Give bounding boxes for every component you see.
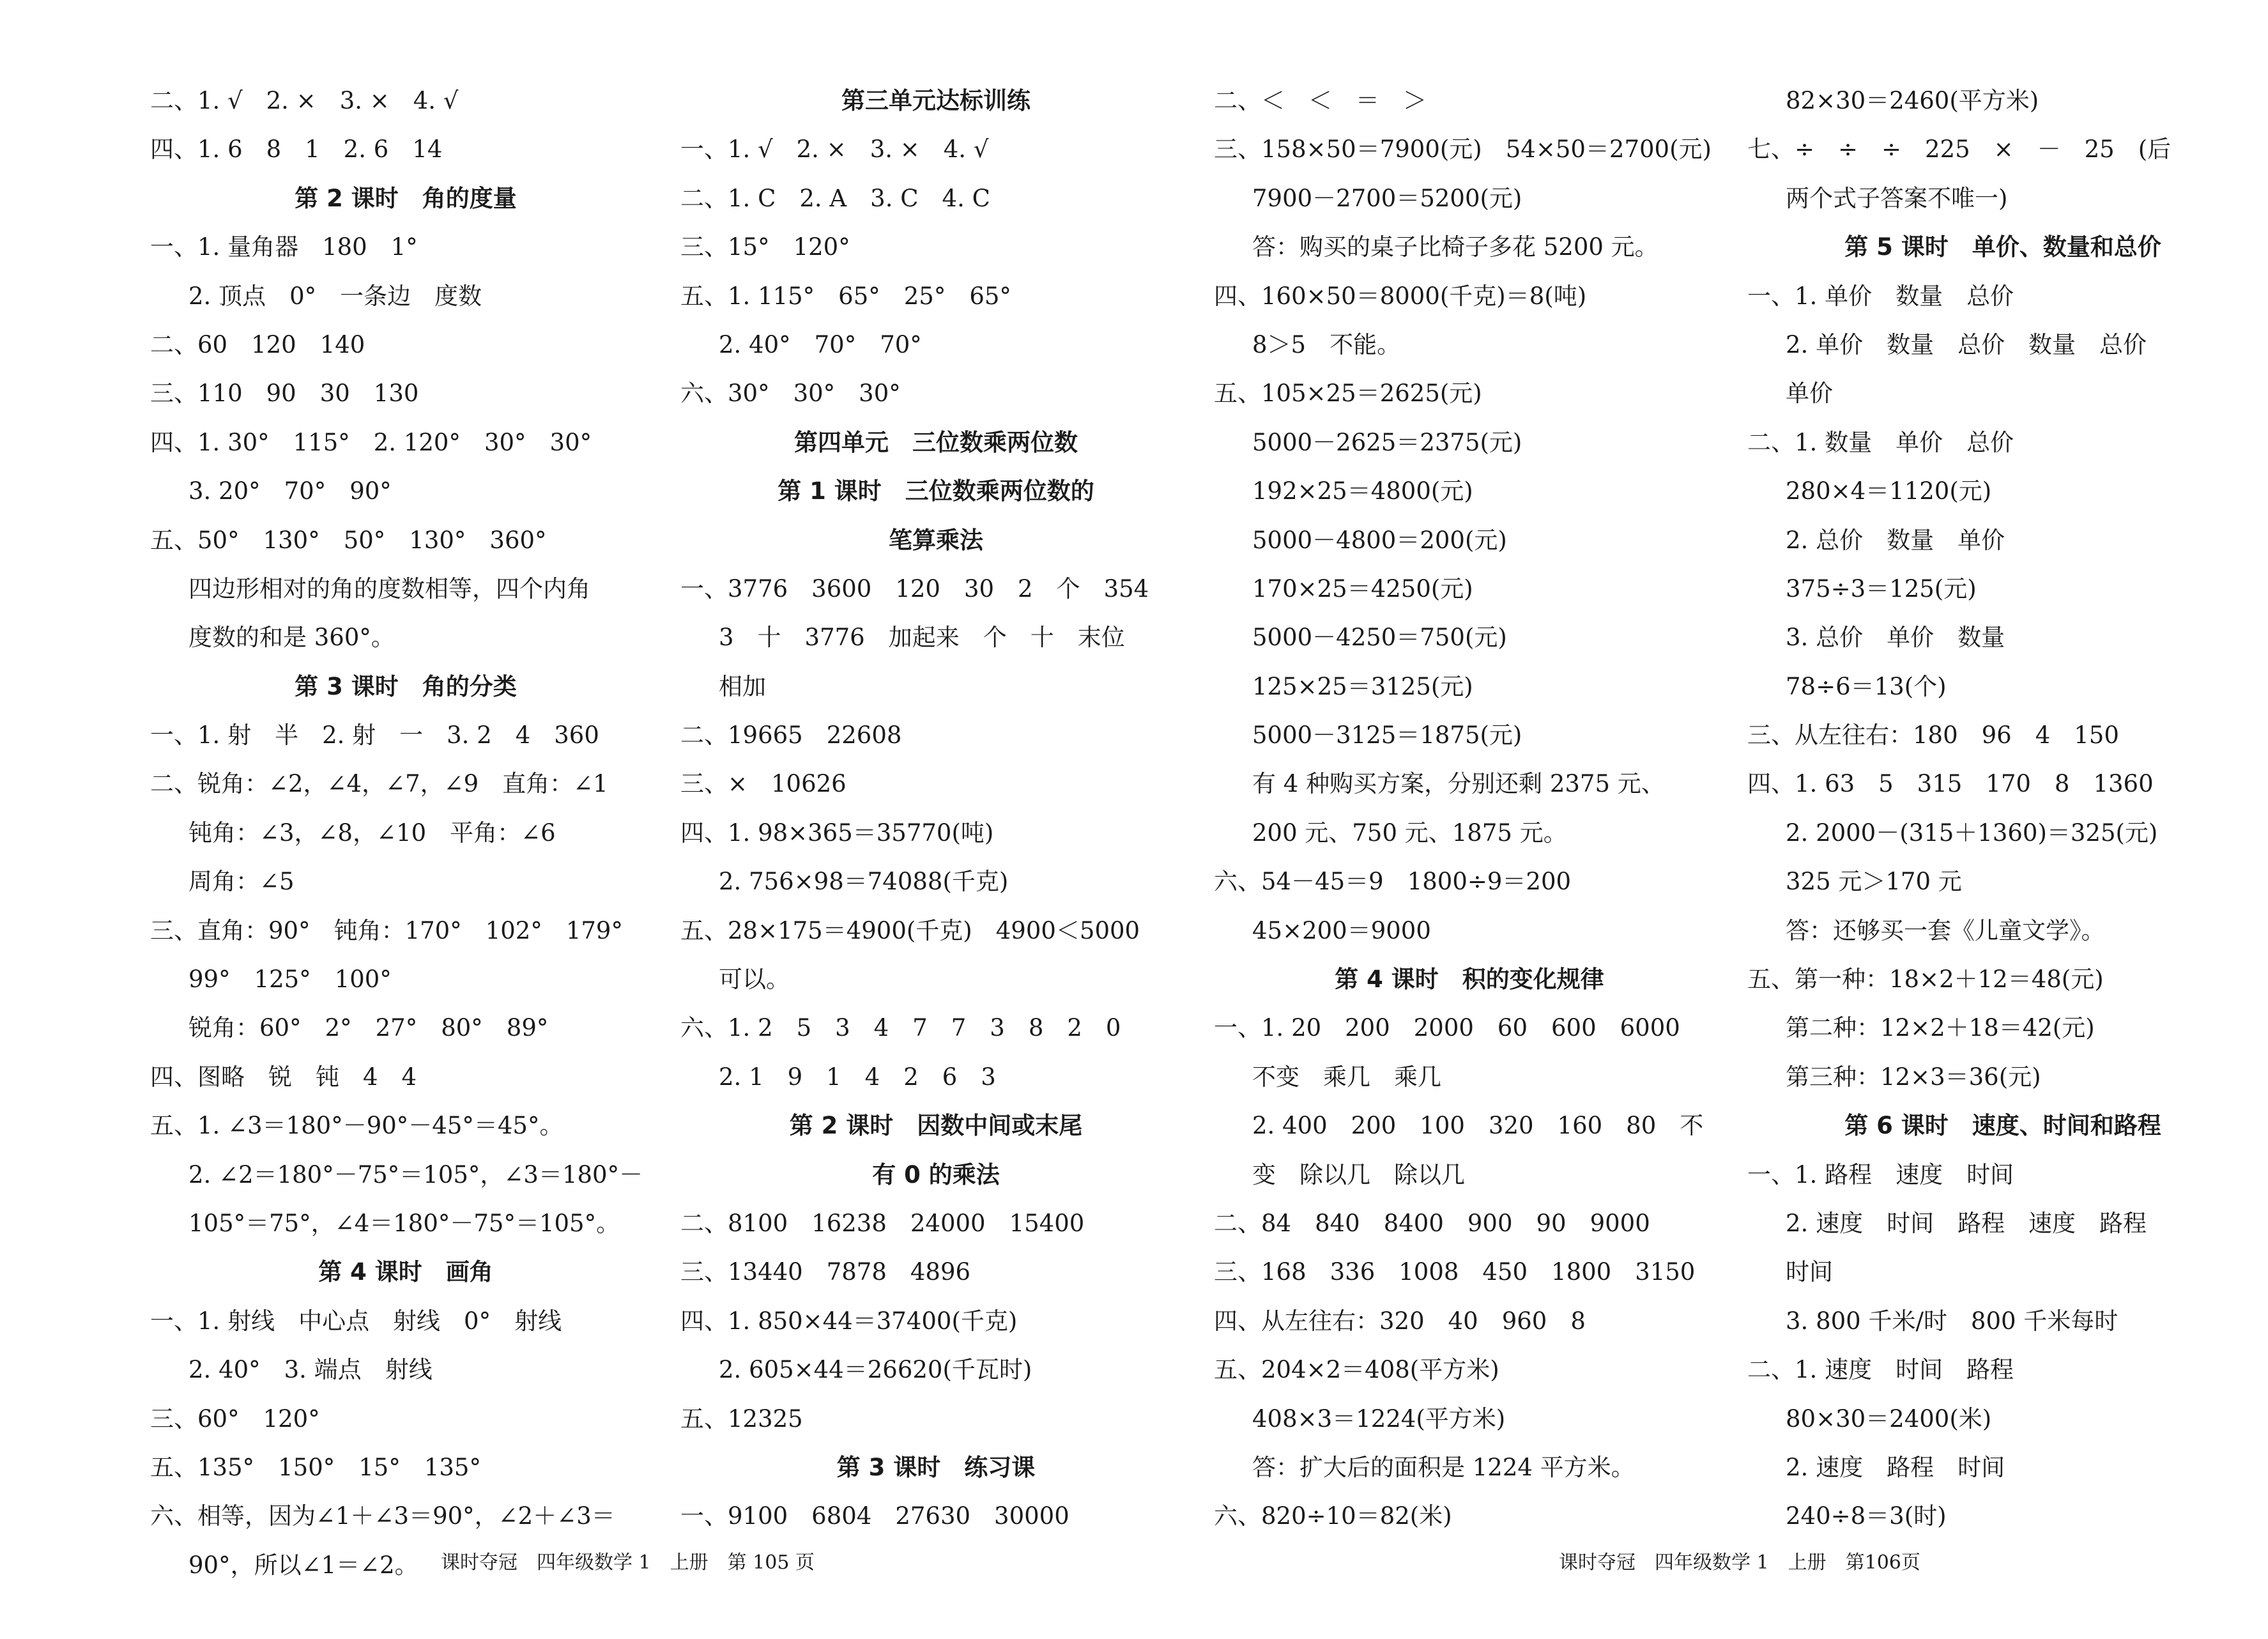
section-heading: 第 1 课时 三位数乘两位数的 (778, 477, 1094, 505)
answer-line: 四、160×50＝8000(千克)＝8(吨) (1214, 282, 1587, 310)
answer-line: 2. 400 200 100 320 160 80 不 (1252, 1112, 1704, 1140)
answer-line: 五、第一种：18×2＋12＝48(元) (1747, 966, 2104, 994)
answer-line: 2. 顶点 0° 一条边 度数 (188, 282, 482, 310)
section-heading: 第 3 课时 练习课 (836, 1453, 1036, 1481)
answer-line: 2. 总价 数量 单价 (1786, 526, 2005, 554)
page-footer-left: 课时夺冠 四年级数学 1 上册 第 105 页 (441, 1551, 815, 1574)
answer-line: 99° 125° 100° (188, 966, 392, 994)
answer-line: 2. 速度 时间 路程 速度 路程 (1786, 1209, 2147, 1237)
answer-line: 钝角：∠3，∠8，∠10 平角：∠6 (188, 819, 556, 847)
answer-line: 5000－3125＝1875(元) (1252, 721, 1522, 750)
answer-line: 第二种：12×2＋18＝42(元) (1786, 1014, 2095, 1042)
answer-line: 5000－2625＝2375(元) (1252, 428, 1522, 456)
answer-line: 2. 速度 路程 时间 (1786, 1453, 2005, 1481)
answer-line: 8＞5 不能。 (1252, 330, 1401, 358)
answer-line: 五、12325 (680, 1404, 803, 1433)
section-heading: 第四单元 三位数乘两位数 (794, 428, 1078, 456)
answer-line: 四、1. 6 8 1 2. 6 14 (150, 135, 443, 164)
answer-line: 240÷8＝3(时) (1786, 1502, 1947, 1530)
answer-line: 80×30＝2400(米) (1786, 1404, 1992, 1433)
answer-line: 2. 单价 数量 总价 数量 总价 (1786, 330, 2147, 358)
answer-line: 一、3776 3600 120 30 2 个 354 (680, 574, 1149, 603)
answer-line: 二、1. C 2. A 3. C 4. C (680, 184, 990, 212)
answer-line: 五、1. ∠3＝180°－90°－45°＝45°。 (150, 1112, 563, 1140)
answer-line: 七、÷ ÷ ÷ 225 × － 25 (后 (1747, 135, 2172, 164)
answer-line: 周角：∠5 (188, 868, 295, 896)
answer-line: 三、60° 120° (150, 1404, 320, 1433)
answer-line: 一、1. √ 2. × 3. × 4. √ (680, 135, 989, 164)
answer-line: 170×25＝4250(元) (1252, 574, 1473, 603)
answer-line: 2. 40° 70° 70° (719, 330, 922, 358)
section-heading: 第 3 课时 角的分类 (295, 672, 517, 700)
answer-line: 单价 (1786, 380, 1833, 408)
answer-column-3 (1214, 77, 1725, 1541)
answer-line: 二、84 840 8400 900 90 9000 (1214, 1209, 1650, 1237)
answer-line: 105°＝75°，∠4＝180°－75°＝105°。 (188, 1209, 620, 1237)
answer-line: 六、54－45＝9 1800÷9＝200 (1214, 868, 1572, 896)
answer-line: 四边形相对的角的度数相等，四个内角 (188, 574, 590, 603)
answer-line: 二、1. 数量 单价 总价 (1747, 428, 2014, 456)
answer-line: 200 元、750 元、1875 元。 (1252, 819, 1567, 847)
answer-line: 125×25＝3125(元) (1252, 672, 1473, 700)
answer-line: 二、8100 16238 24000 15400 (680, 1209, 1085, 1237)
answer-line: 二、60 120 140 (150, 330, 365, 358)
answer-line: 答：还够买一套《儿童文学》。 (1786, 916, 2105, 944)
answer-line: 相加 (719, 672, 766, 700)
answer-line: 2. 1 9 1 4 2 6 3 (719, 1063, 996, 1091)
section-heading: 第三单元达标训练 (841, 87, 1031, 114)
answer-line: 一、1. 20 200 2000 60 600 6000 (1214, 1014, 1680, 1042)
answer-line: 变 除以几 除以几 (1252, 1160, 1465, 1189)
answer-line: 二、1. 速度 时间 路程 (1747, 1356, 2014, 1384)
answer-line: 答：扩大后的面积是 1224 平方米。 (1252, 1453, 1635, 1481)
answer-column-2 (680, 77, 1191, 1541)
answer-line: 五、105×25＝2625(元) (1214, 380, 1482, 408)
answer-line: 第三种：12×3＝36(元) (1786, 1063, 2041, 1091)
answer-line: 答：购买的桌子比椅子多花 5200 元。 (1252, 233, 1659, 261)
answer-line: 5000－4250＝750(元) (1252, 624, 1507, 652)
answer-line: 六、相等，因为∠1＋∠3＝90°，∠2＋∠3＝ (150, 1502, 615, 1530)
answer-line: 锐角：60° 2° 27° 80° 89° (188, 1014, 549, 1042)
answer-line: 3 十 3776 加起来 个 十 末位 (719, 624, 1125, 652)
answer-line: 四、图略 锐 钝 4 4 (150, 1063, 417, 1091)
answer-line: 7900－2700＝5200(元) (1252, 184, 1522, 212)
answer-line: 五、204×2＝408(平方米) (1214, 1356, 1499, 1384)
answer-line: 四、1. 850×44＝37400(千克) (680, 1307, 1018, 1335)
answer-line: 四、从左往右：320 40 960 8 (1214, 1307, 1586, 1335)
answer-line: 三、直角：90° 钝角：170° 102° 179° (150, 916, 623, 944)
answer-line: 78÷6＝13(个) (1786, 672, 1947, 700)
answer-line: 六、1. 2 5 3 4 7 7 3 8 2 0 (680, 1014, 1121, 1042)
answer-line: 三、× 10626 (680, 770, 847, 798)
answer-line: 一、1. 射线 中心点 射线 0° 射线 (150, 1307, 562, 1335)
section-heading: 第 2 课时 因数中间或末尾 (789, 1112, 1083, 1140)
answer-line: 两个式子答案不唯一) (1786, 184, 2008, 212)
answer-line: 2. ∠2＝180°－75°＝105°，∠3＝180°－ (188, 1160, 643, 1189)
answer-line: 82×30＝2460(平方米) (1786, 87, 2039, 114)
answer-line: 280×4＝1120(元) (1786, 477, 1992, 505)
answer-line: 六、30° 30° 30° (680, 380, 901, 408)
answer-line: 三、110 90 30 130 (150, 380, 419, 408)
answer-line: 二、19665 22608 (680, 721, 902, 750)
answer-line: 三、13440 7878 4896 (680, 1258, 971, 1286)
section-heading: 第 5 课时 单价、数量和总价 (1844, 233, 2161, 261)
answer-line: 三、168 336 1008 450 1800 3150 (1214, 1258, 1696, 1286)
answer-line: 四、1. 98×365＝35770(吨) (680, 819, 994, 847)
section-heading: 第 2 课时 角的度量 (295, 184, 517, 212)
answer-line: 2. 756×98＝74088(千克) (719, 868, 1009, 896)
answer-line: 90°，所以∠1＝∠2。 (188, 1551, 418, 1579)
section-heading: 笔算乘法 (889, 526, 983, 554)
answer-line: 五、50° 130° 50° 130° 360° (150, 526, 547, 554)
answer-line: 五、28×175＝4900(千克) 4900＜5000 (680, 916, 1140, 944)
answer-line: 一、1. 单价 数量 总价 (1747, 282, 2014, 310)
answer-line: 2. 40° 3. 端点 射线 (188, 1356, 433, 1384)
page-footer-right: 课时夺冠 四年级数学 1 上册 第106页 (1559, 1551, 1920, 1574)
answer-line: 3. 总价 单价 数量 (1786, 624, 2005, 652)
answer-line: 四、1. 63 5 315 170 8 1360 (1747, 770, 2154, 798)
answer-column-4 (1747, 77, 2258, 1541)
answer-line: 度数的和是 360°。 (188, 624, 395, 652)
section-heading: 第 6 课时 速度、时间和路程 (1844, 1112, 2161, 1140)
answer-line: 一、1. 量角器 180 1° (150, 233, 418, 261)
answer-line: 3. 800 千米/时 800 千米每时 (1786, 1307, 2119, 1335)
answer-line: 3. 20° 70° 90° (188, 477, 392, 505)
answer-line: 408×3＝1224(平方米) (1252, 1404, 1506, 1433)
answer-line: 六、820÷10＝82(米) (1214, 1502, 1452, 1530)
answer-line: 192×25＝4800(元) (1252, 477, 1473, 505)
answer-line: 325 元＞170 元 (1786, 868, 1962, 896)
answer-line: 一、1. 路程 速度 时间 (1747, 1160, 2014, 1189)
answer-line: 可以。 (719, 966, 790, 994)
answer-line: 五、1. 115° 65° 25° 65° (680, 282, 1011, 310)
answer-line: 一、9100 6804 27630 30000 (680, 1502, 1069, 1530)
answer-line: 五、135° 150° 15° 135° (150, 1453, 481, 1481)
answer-line: 不变 乘几 乘几 (1252, 1063, 1441, 1091)
answer-line: 375÷3＝125(元) (1786, 574, 1977, 603)
answer-line: 二、锐角：∠2，∠4，∠7，∠9 直角：∠1 (150, 770, 608, 798)
answer-line: 5000－4800＝200(元) (1252, 526, 1507, 554)
section-heading: 有 0 的乘法 (872, 1160, 1000, 1189)
answer-line: 时间 (1786, 1258, 1833, 1286)
answer-line: 三、158×50＝7900(元) 54×50＝2700(元) (1214, 135, 1712, 164)
answer-line: 有 4 种购买方案，分别还剩 2375 元、 (1252, 770, 1665, 798)
answer-line: 三、15° 120° (680, 233, 850, 261)
answer-column-1 (150, 77, 661, 1590)
answer-line: 2. 2000－(315＋1360)＝325(元) (1786, 819, 2158, 847)
answer-line: 45×200＝9000 (1252, 916, 1431, 944)
section-heading: 第 4 课时 画角 (318, 1258, 493, 1286)
answer-line: 三、从左往右：180 96 4 150 (1747, 721, 2119, 750)
answer-line: 2. 605×44＝26620(千瓦时) (719, 1356, 1032, 1384)
answer-line: 二、＜ ＜ ＝ ＞ (1214, 87, 1427, 114)
answer-line: 一、1. 射 半 2. 射 一 3. 2 4 360 (150, 721, 599, 750)
answer-line: 二、1. √ 2. × 3. × 4. √ (150, 87, 459, 114)
section-heading: 第 4 课时 积的变化规律 (1335, 966, 1604, 994)
answer-line: 四、1. 30° 115° 2. 120° 30° 30° (150, 428, 592, 456)
